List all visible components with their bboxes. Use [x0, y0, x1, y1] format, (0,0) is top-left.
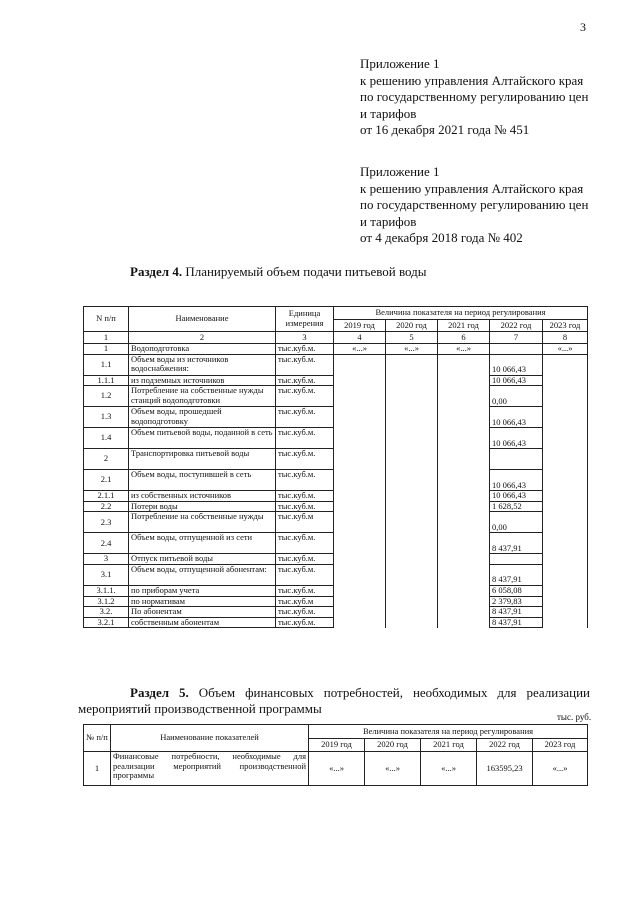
- row-name: Потребление на собственные нужды: [129, 512, 276, 533]
- row-unit: тыс.куб.м.: [276, 617, 334, 628]
- table-row: [84, 533, 588, 554]
- header-year: 2019 год: [309, 739, 365, 752]
- row-value: [543, 554, 588, 565]
- row-value: [334, 585, 386, 596]
- row-unit: тыс.куб.м.: [276, 470, 334, 491]
- row-value: 8 437,91: [490, 533, 543, 554]
- row-unit: тыс.куб.м.: [276, 407, 334, 428]
- row-value: [438, 407, 490, 428]
- annex-line: от 4 декабря 2018 года № 402: [360, 230, 523, 245]
- header-year: 2019 год: [334, 320, 386, 332]
- header-num: № п/п: [84, 725, 111, 752]
- annex-line: от 16 декабря 2021 года № 451: [360, 122, 530, 137]
- section-4-title: [130, 264, 427, 280]
- section-5-title: [78, 685, 590, 717]
- column-number: 7: [490, 332, 543, 344]
- table-row: [84, 596, 588, 607]
- row-num: 3.2.1: [84, 617, 129, 628]
- row-value: [438, 596, 490, 607]
- section-4-text: Планируемый объем подачи питьевой воды: [182, 264, 427, 279]
- row-value: [543, 607, 588, 618]
- row-value: [543, 449, 588, 470]
- table-row: [84, 344, 588, 355]
- header-unit: Единица измерения: [276, 307, 334, 332]
- annex-line: и тарифов: [360, 105, 417, 121]
- table-row: [84, 585, 588, 596]
- annex-line: к решению управления Алтайского края: [360, 72, 584, 88]
- row-num: 3.1.1.: [84, 585, 129, 596]
- annex-line: и тарифов: [360, 213, 417, 229]
- row-value: [438, 607, 490, 618]
- row-value: [490, 344, 543, 355]
- table-row: [84, 428, 588, 449]
- header-year: 2022 год: [477, 739, 533, 752]
- table-row: [84, 449, 588, 470]
- table-row: [84, 752, 588, 786]
- table-row: [84, 491, 588, 502]
- row-name: Транспортировка питьевой воды: [129, 449, 276, 470]
- row-num: 1.1: [84, 354, 129, 375]
- row-unit: тыс.куб.м.: [276, 428, 334, 449]
- header-name: Наименование показателей: [111, 725, 309, 752]
- section-5-label: Раздел 5.: [130, 685, 189, 700]
- row-value: [334, 407, 386, 428]
- row-value: 1 628,52: [490, 501, 543, 512]
- row-num: 1.1.1: [84, 375, 129, 386]
- row-value: [334, 375, 386, 386]
- header-year: 2021 год: [421, 739, 477, 752]
- row-value: 10 066,43: [490, 407, 543, 428]
- row-value: [386, 512, 438, 533]
- row-value: [386, 533, 438, 554]
- row-value: [438, 428, 490, 449]
- units-label: тыс. руб.: [557, 712, 592, 722]
- row-unit: тыс.куб.м.: [276, 375, 334, 386]
- row-name: Водоподготовка: [129, 344, 276, 355]
- row-value: [543, 501, 588, 512]
- table-row: [84, 617, 588, 628]
- row-value: 0,00: [490, 512, 543, 533]
- financial-needs-table: [83, 724, 588, 786]
- table-row: [84, 501, 588, 512]
- row-num: 2.4: [84, 533, 129, 554]
- row-name: Объем воды из источников водоснабжения:: [129, 354, 276, 375]
- row-name: Потребление на собственные нужды станций водоподготовки: [129, 386, 276, 407]
- row-value: [438, 585, 490, 596]
- row-value: [334, 512, 386, 533]
- row-value: 10 066,43: [490, 375, 543, 386]
- row-unit: тыс.куб.м.: [276, 533, 334, 554]
- header-year: 2021 год: [438, 320, 490, 332]
- row-value: «...»: [543, 344, 588, 355]
- row-value: [386, 354, 438, 375]
- annex-block-original: [360, 164, 588, 247]
- row-value: [334, 470, 386, 491]
- row-value: [386, 554, 438, 565]
- row-num: 2.1.1: [84, 491, 129, 502]
- row-value: [543, 585, 588, 596]
- row-value: «...»: [533, 752, 588, 786]
- table-row: [84, 407, 588, 428]
- column-number: 3: [276, 332, 334, 344]
- row-value: [438, 386, 490, 407]
- row-value: [386, 491, 438, 502]
- row-num: 3.2.: [84, 607, 129, 618]
- row-value: [438, 533, 490, 554]
- row-unit: тыс.куб.м.: [276, 607, 334, 618]
- row-name: Объем воды, прошедшей водоподготовку: [129, 407, 276, 428]
- row-value: [543, 617, 588, 628]
- column-number: 1: [84, 332, 129, 344]
- section-4-label: Раздел 4.: [130, 264, 183, 279]
- row-value: [543, 375, 588, 386]
- row-value: 10 066,43: [490, 428, 543, 449]
- row-value: [386, 449, 438, 470]
- row-value: 8 437,91: [490, 564, 543, 585]
- row-value: «...»: [438, 344, 490, 355]
- row-name: Объем питьевой воды, поданной в сеть: [129, 428, 276, 449]
- row-name: Потери воды: [129, 501, 276, 512]
- row-num: 3: [84, 554, 129, 565]
- row-value: 8 437,91: [490, 607, 543, 618]
- row-num: 2.2: [84, 501, 129, 512]
- annex-line: по государственному регулированию цен: [360, 89, 589, 104]
- row-value: [334, 501, 386, 512]
- row-value: 163595,23: [477, 752, 533, 786]
- row-name: Объем воды, поступившей в сеть: [129, 470, 276, 491]
- table-row: [84, 512, 588, 533]
- row-value: 10 066,43: [490, 354, 543, 375]
- row-unit: тыс.куб.м.: [276, 564, 334, 585]
- row-value: 6 058,08: [490, 585, 543, 596]
- row-unit: тыс.куб.м.: [276, 386, 334, 407]
- row-value: [334, 617, 386, 628]
- row-value: [386, 607, 438, 618]
- row-value: [386, 564, 438, 585]
- row-value: [490, 554, 543, 565]
- header-num: N п/п: [84, 307, 129, 332]
- row-value: [438, 375, 490, 386]
- row-value: [543, 354, 588, 375]
- row-value: [543, 491, 588, 502]
- annex-line: к решению управления Алтайского края: [360, 180, 584, 196]
- water-supply-table: [83, 306, 588, 628]
- row-num: 1.4: [84, 428, 129, 449]
- row-value: [386, 375, 438, 386]
- row-unit: тыс.куб.м.: [276, 554, 334, 565]
- table-row: [84, 607, 588, 618]
- row-name: Объем воды, отпущенной из сети: [129, 533, 276, 554]
- column-number: 5: [386, 332, 438, 344]
- row-name: из подземных источников: [129, 375, 276, 386]
- table-row: [84, 354, 588, 375]
- row-name: собственным абонентам: [129, 617, 276, 628]
- row-num: 1: [84, 344, 129, 355]
- row-value: [386, 428, 438, 449]
- row-value: [438, 512, 490, 533]
- row-value: [386, 386, 438, 407]
- header-year: 2023 год: [533, 739, 588, 752]
- row-value: [438, 354, 490, 375]
- row-value: [543, 428, 588, 449]
- table-row: [84, 386, 588, 407]
- row-unit: тыс.куб.м: [276, 512, 334, 533]
- row-value: [438, 564, 490, 585]
- row-num: 1: [84, 752, 111, 786]
- table-row: [84, 375, 588, 386]
- header-name: Наименование: [129, 307, 276, 332]
- annex-block-current: [360, 56, 588, 139]
- table-row: [84, 554, 588, 565]
- header-period: Величина показателя на период регулирования: [334, 307, 588, 320]
- row-value: [438, 554, 490, 565]
- row-value: [543, 407, 588, 428]
- row-value: [334, 533, 386, 554]
- row-value: [386, 501, 438, 512]
- header-year: 2022 год: [490, 320, 543, 332]
- row-value: 10 066,43: [490, 491, 543, 502]
- column-number: 4: [334, 332, 386, 344]
- row-unit: тыс.куб.м.: [276, 491, 334, 502]
- header-year: 2020 год: [386, 320, 438, 332]
- row-value: «...»: [386, 344, 438, 355]
- table-row: [84, 564, 588, 585]
- row-value: [334, 554, 386, 565]
- row-value: «...»: [309, 752, 365, 786]
- row-value: [543, 386, 588, 407]
- row-value: 2 379,83: [490, 596, 543, 607]
- column-number: 6: [438, 332, 490, 344]
- row-num: 3.1: [84, 564, 129, 585]
- row-value: [438, 491, 490, 502]
- header-year: 2023 год: [543, 320, 588, 332]
- row-value: «...»: [334, 344, 386, 355]
- annex-line: Приложение 1: [360, 164, 440, 179]
- row-value: [543, 533, 588, 554]
- row-num: 2.1: [84, 470, 129, 491]
- row-value: [386, 596, 438, 607]
- row-value: [438, 449, 490, 470]
- row-value: [386, 617, 438, 628]
- row-name: по приборам учета: [129, 585, 276, 596]
- row-num: 3.1.2: [84, 596, 129, 607]
- row-value: [438, 617, 490, 628]
- row-unit: тыс.куб.м: [276, 596, 334, 607]
- header-year: 2020 год: [365, 739, 421, 752]
- row-name: по нормативам: [129, 596, 276, 607]
- row-num: 1.2: [84, 386, 129, 407]
- row-value: 10 066,43: [490, 470, 543, 491]
- row-num: 1.3: [84, 407, 129, 428]
- row-value: [543, 564, 588, 585]
- page-number: 3: [580, 20, 586, 34]
- row-num: 2.3: [84, 512, 129, 533]
- row-value: [543, 596, 588, 607]
- row-value: [334, 386, 386, 407]
- row-unit: тыс.куб.м.: [276, 501, 334, 512]
- row-value: [334, 596, 386, 607]
- header-period: Величина показателя на период регулирования: [309, 725, 588, 739]
- section-5-text: Объем финансовых потребностей, необходимых для реализации мероприятий производственной программы: [78, 685, 590, 716]
- row-value: [386, 470, 438, 491]
- column-number: 8: [543, 332, 588, 344]
- row-name: из собственных источников: [129, 491, 276, 502]
- row-value: «...»: [365, 752, 421, 786]
- row-value: [334, 564, 386, 585]
- row-value: [386, 585, 438, 596]
- row-unit: тыс.куб.м.: [276, 585, 334, 596]
- row-value: [490, 449, 543, 470]
- row-value: [438, 501, 490, 512]
- row-value: [334, 449, 386, 470]
- row-num: 2: [84, 449, 129, 470]
- annex-line: Приложение 1: [360, 56, 440, 71]
- row-value: [543, 470, 588, 491]
- row-value: 8 437,91: [490, 617, 543, 628]
- row-value: [334, 354, 386, 375]
- table-row: [84, 470, 588, 491]
- row-unit: тыс.куб.м.: [276, 449, 334, 470]
- row-name: По абонентам: [129, 607, 276, 618]
- row-name: Отпуск питьевой воды: [129, 554, 276, 565]
- row-value: «...»: [421, 752, 477, 786]
- row-value: 0,00: [490, 386, 543, 407]
- row-name: Объем воды, отпущенной абонентам:: [129, 564, 276, 585]
- row-unit: тыс.куб.м.: [276, 354, 334, 375]
- annex-line: по государственному регулированию цен: [360, 197, 589, 212]
- row-value: [334, 491, 386, 502]
- row-value: [438, 470, 490, 491]
- column-number: 2: [129, 332, 276, 344]
- row-value: [334, 607, 386, 618]
- row-value: [386, 407, 438, 428]
- row-value: [334, 428, 386, 449]
- row-name: Финансовые потребности, необходимые для реализации мероприятий производственной программы: [111, 752, 309, 786]
- row-value: [543, 512, 588, 533]
- row-unit: тыс.куб.м.: [276, 344, 334, 355]
